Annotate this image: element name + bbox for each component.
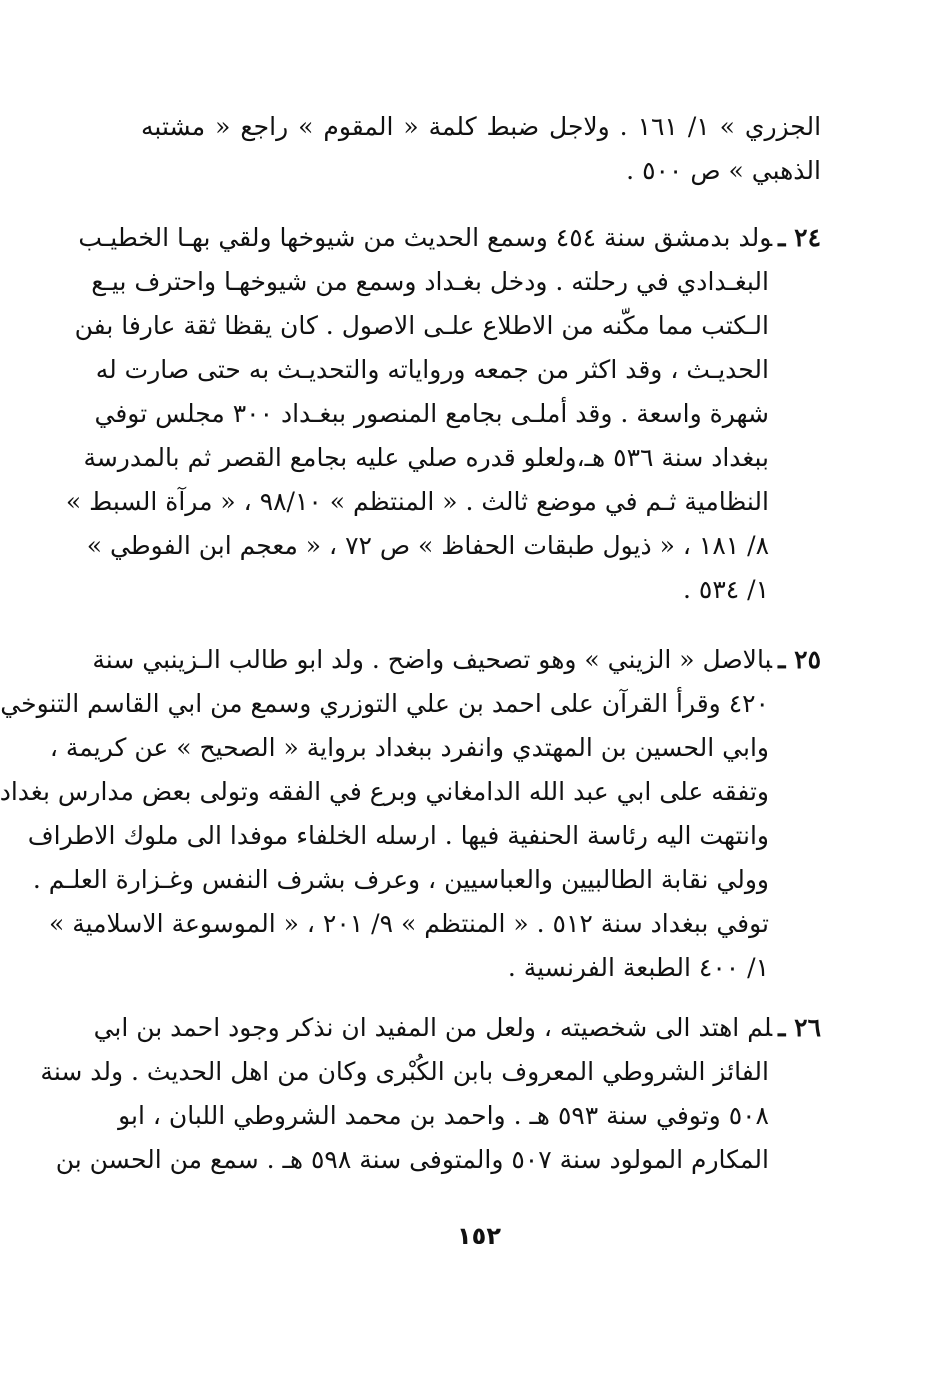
text-line: المكارم المولود سنة ٥٠٧ والمتوفى سنة ٥٩٨ هـ . سمع من الحسن بن <box>55 1145 769 1174</box>
text-fragment: لم اهتد الى شخصيته ، ولعل من المفيد ان نذكر وجود احمد بن ابي <box>93 1013 773 1042</box>
text-line: الجزري » ١/ ١٦١ . ولاجل ضبط كلمة « المقوم » راجع « مشتبه <box>141 112 822 141</box>
text-line-first <box>92 638 821 682</box>
footnote-26 <box>40 1006 821 1182</box>
text-line: الـكتب مما مكّنه من الاطلاع علـى الاصول . كان يقظا ثقة عارفا بفن <box>74 311 769 340</box>
text-line: النظامية ثـم في موضع ثالث . « المنتظم » ٩٨/١٠ ، « مرآة السبط » <box>65 487 769 516</box>
footnote-number: ٢٤ ـ <box>778 223 821 252</box>
text-line-first <box>93 1006 821 1050</box>
text-line: البغـدادي في رحلته . ودخل بغـداد وسمع من شيوخهـا واحترف بيـع <box>91 267 769 296</box>
text-line: الحديـث ، وقد اكثر من جمعه ورواياته والتحديـث به حتى صارت له <box>95 355 769 384</box>
text-line: ١/ ٥٣٤ . <box>682 575 769 604</box>
text-line: الذهبي » ص ٥٠٠ . <box>626 156 821 185</box>
text-line: الفائز الشروطي المعروف بابن الكُبْرى وكان من اهل الحديث . ولد سنة <box>40 1057 769 1086</box>
intro-paragraph <box>141 105 821 193</box>
text-line: توفي ببغداد سنة ٥١٢ . « المنتظم » ٩/ ٢٠١ ، « الموسوعة الاسلامية » <box>48 909 769 938</box>
text-line: وابي الحسين بن المهتدي وانفرد ببغداد برواية « الصحيح » عن كريمة ، <box>49 733 769 762</box>
text-line: ببغداد سنة ٥٣٦ هـ،ولعلو قدره صلي عليه بجامع القصر ثم بالمدرسة <box>83 443 769 472</box>
text-line: ٥٠٨ وتوفي سنة ٥٩٣ هـ . واحمد بن محمد الشروطي اللبان ، ابو <box>118 1101 769 1130</box>
text-line: وانتهت اليه رئاسة الحنفية فيها . ارسله الخلفاء موفدا الى ملوك الاطراف <box>27 821 769 850</box>
page-number: ١٥٢ <box>457 1222 501 1250</box>
footnote-25 <box>0 638 821 990</box>
footnote-24 <box>65 216 821 612</box>
text-line: ٤٢٠ وقرأ القرآن على احمد بن علي التوزري وسمع من ابي القاسم التنوخي <box>0 689 769 718</box>
text-line: وولي نقابة الطالبيين والعباسيين ، وعرف بشرف النفس وغـزارة العلـم . <box>32 865 769 894</box>
text-line: ١/ ٤٠٠ الطبعة الفرنسية . <box>507 953 769 982</box>
text-fragment: بالاصل « الزيني » وهو تصحيف واضح . ولد ابو طالب الـزينبي سنة <box>92 645 773 674</box>
text-line: وتفقه على ابي عبد الله الدامغاني وبرع في الفقه وتولى بعض مدارس بغداد <box>0 777 769 806</box>
text-line: ٨/ ١٨١ ، « ذيول طبقات الحفاظ » ص ٧٢ ، « معجم ابن الفوطي » <box>86 531 769 560</box>
footnote-number: ٢٥ ـ <box>778 645 821 674</box>
text-line: شهرة واسعة . وقد أملـى بجامع المنصور ببغـداد ٣٠٠ مجلس توفي <box>94 399 769 428</box>
text-line-first <box>78 216 821 260</box>
footnote-number: ٢٦ ـ <box>778 1013 821 1042</box>
text-fragment: ولد بدمشق سنة ٤٥٤ وسمع الحديث من شيوخها ولقي بهـا الخطيـب <box>78 223 773 252</box>
